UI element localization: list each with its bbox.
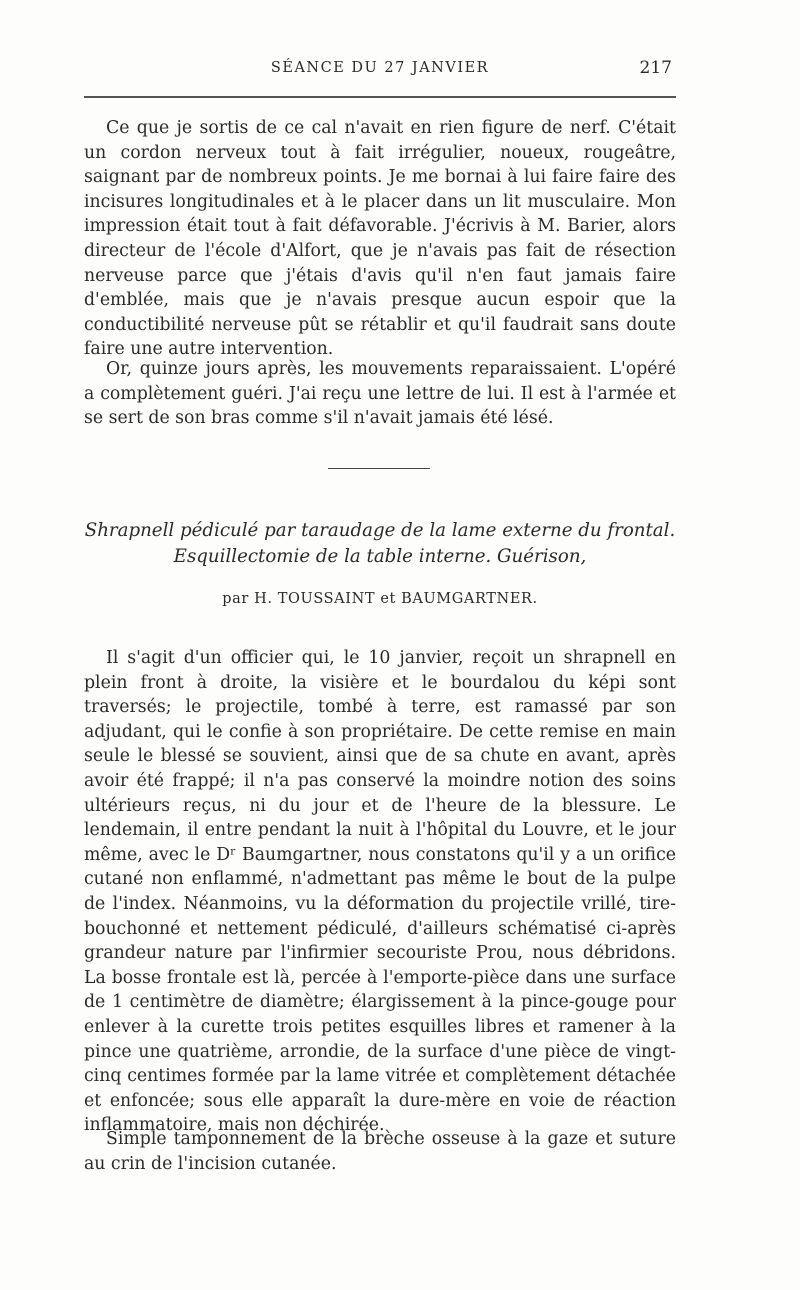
paragraph-1: Ce que je sortis de ce cal n'avait en rien figure de nerf. C'était un cordon nerveux tout à fait irrégulier, noueux, rougeâtre, saignant par de nombreux points. Je me bornai à lui faire faire des incisures longitudinales et à le placer dans un lit musculaire. Mon impression était tout à fait défavorable. J'écrivis à M. Barier, alors directeur de l'école d'Alfort, que je n'avais pas fait de résection nerveuse parce que j'étais d'avis qu'il n'en faut jamais faire d'emblée, mais que je n'avais presque aucun espoir que la conductibilité nerveuse pût se rétablir et qu'il faudrait sans doute faire une autre intervention. [84,118,676,360]
running-title: SÉANCE DU 27 JANVIER [270,60,490,76]
article-title-line-2: Esquillectomie de la table interne. Guérison, [173,546,587,567]
paragraph-2: Or, quinze jours après, les mouvements reparaissaient. L'opéré a complètement guéri. J'ai reçu une lettre de lui. Il est à l'armée et se sert de son bras comme s'il n'avait jamais été lésé. [84,359,676,429]
article-body-paragraph-1: Il s'agit d'un officier qui, le 10 janvier, reçoit un shrapnell en plein front à droite, la visière et le bourdalou du képi sont traversés; le projectile, tombé à terre, est ramassé par son adjudant, qui le confie à son propriétaire. De cette remise en main seule le blessé se souvient, ainsi que de sa chute en avant, après avoir été frappé; il n'a pas conservé la moindre notion des soins ultérieurs reçus, ni du jour et de l'heure de la blessure. Le lendemain, il entre pendant la nuit à l'hôpital du Louvre, et le jour même, avec le Dʳ Baumgartner, nous constatons qu'il y a un orifice cutané non enflammé, n'admettant pas même le bout de la pulpe de l'index. Néanmoins, vu la déformation du projectile vrillé, tire-bouchonné et nettement pédiculé, d'ailleurs schématisé ci-après grandeur nature par l'infirmier secouriste Prou, nous débridons. La bosse frontale est là, percée à l'emporte-pièce dans une surface de 1 centimètre de diamètre; élargissement à la pince-gouge pour enlever à la curette trois petites esquilles libres et ramener à la pince une quatrième, arrondie, de la surface d'une pièce de vingt-cinq centimes formée par la lame vitrée et complètement détachée et enfoncée; sous elle apparaît la dure-mère en voie de réaction inflammatoire, mais non déchirée. [84,648,676,1136]
article-authors: par H. TOUSSAINT et BAUMGARTNER. [222,591,538,607]
article-title [60,518,700,570]
article-body-paragraph-2: Simple tamponnement de la brèche osseuse à la gaze et suture au crin de l'incision cutanée. [84,1129,676,1174]
header-rule [84,96,676,98]
page-number: 217 [639,58,672,78]
section-divider [328,468,430,469]
article-title-line-1: Shrapnell pédiculé par taraudage de la lame externe du frontal. [84,520,676,541]
running-header [84,58,676,82]
